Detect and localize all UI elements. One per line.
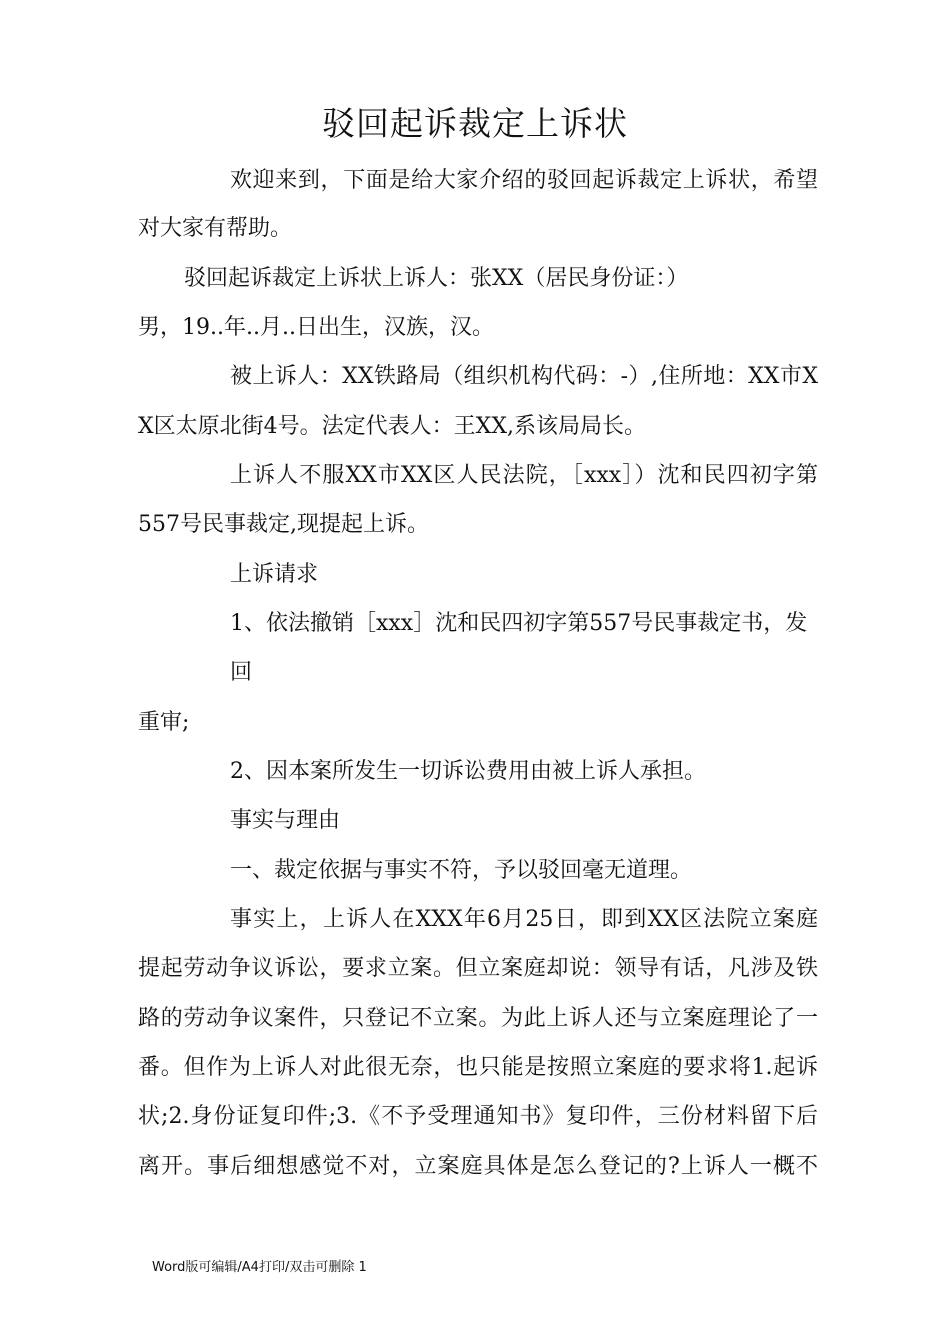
paragraph-line: 男，19..年..月..日出生，汉族，汉。 xyxy=(138,315,494,340)
paragraph-line: 提起劳动争议诉讼，要求立案。但立案庭却说：领导有话，凡涉及铁 xyxy=(138,956,818,981)
paragraph-line: 上诉人不服XX市XX区人民法院，［xxx］）沈和民四初字第 xyxy=(230,463,818,488)
paragraph-line: 路的劳动争议案件，只登记不立案。为此上诉人还与立案庭理论了一 xyxy=(138,1006,818,1031)
paragraph-line: 驳回起诉裁定上诉状上诉人：张XX（居民身份证：） xyxy=(184,266,689,291)
page-footer: Word版可编辑/A4打印/双击可删除 1 xyxy=(152,1260,367,1275)
document-title: 驳回起诉裁定上诉状 xyxy=(322,104,628,143)
paragraph-line: 一、裁定依据与事实不符，予以驳回毫无道理。 xyxy=(230,858,693,883)
paragraph-line: 回 xyxy=(230,660,253,685)
paragraph-line: 被上诉人：XX铁路局（组织机构代码：-）,住所地：XX市X xyxy=(230,364,818,389)
paragraph-line: 重审; xyxy=(138,710,190,735)
paragraph-line: 557号民事裁定,现提起上诉。 xyxy=(138,512,429,537)
paragraph-line: 离开。事后细想感觉不对，立案庭具体是怎么登记的?上诉人一概不 xyxy=(138,1154,818,1179)
paragraph-line: 1、依法撤销［xxx］沈和民四初字第557号民事裁定书，发 xyxy=(230,611,808,636)
paragraph-line: 欢迎来到，下面是给大家介绍的驳回起诉裁定上诉状，希望 xyxy=(230,168,818,193)
paragraph-line: X区太原北街4号。法定代表人：王XX,系该局局长。 xyxy=(138,414,646,439)
section-heading: 上诉请求 xyxy=(230,562,319,587)
section-heading: 事实与理由 xyxy=(230,808,341,833)
paragraph-line: 对大家有帮助。 xyxy=(138,216,293,241)
paragraph-line: 番。但作为上诉人对此很无奈，也只能是按照立案庭的要求将1.起诉 xyxy=(138,1055,818,1080)
paragraph-line: 2、因本案所发生一切诉讼费用由被上诉人承担。 xyxy=(230,759,706,784)
paragraph-line: 事实上，上诉人在XXX年6月25日，即到XX区法院立案庭 xyxy=(230,907,818,932)
paragraph-line: 状;2.身份证复印件;3.《不予受理通知书》复印件，三份材料留下后 xyxy=(138,1104,818,1129)
